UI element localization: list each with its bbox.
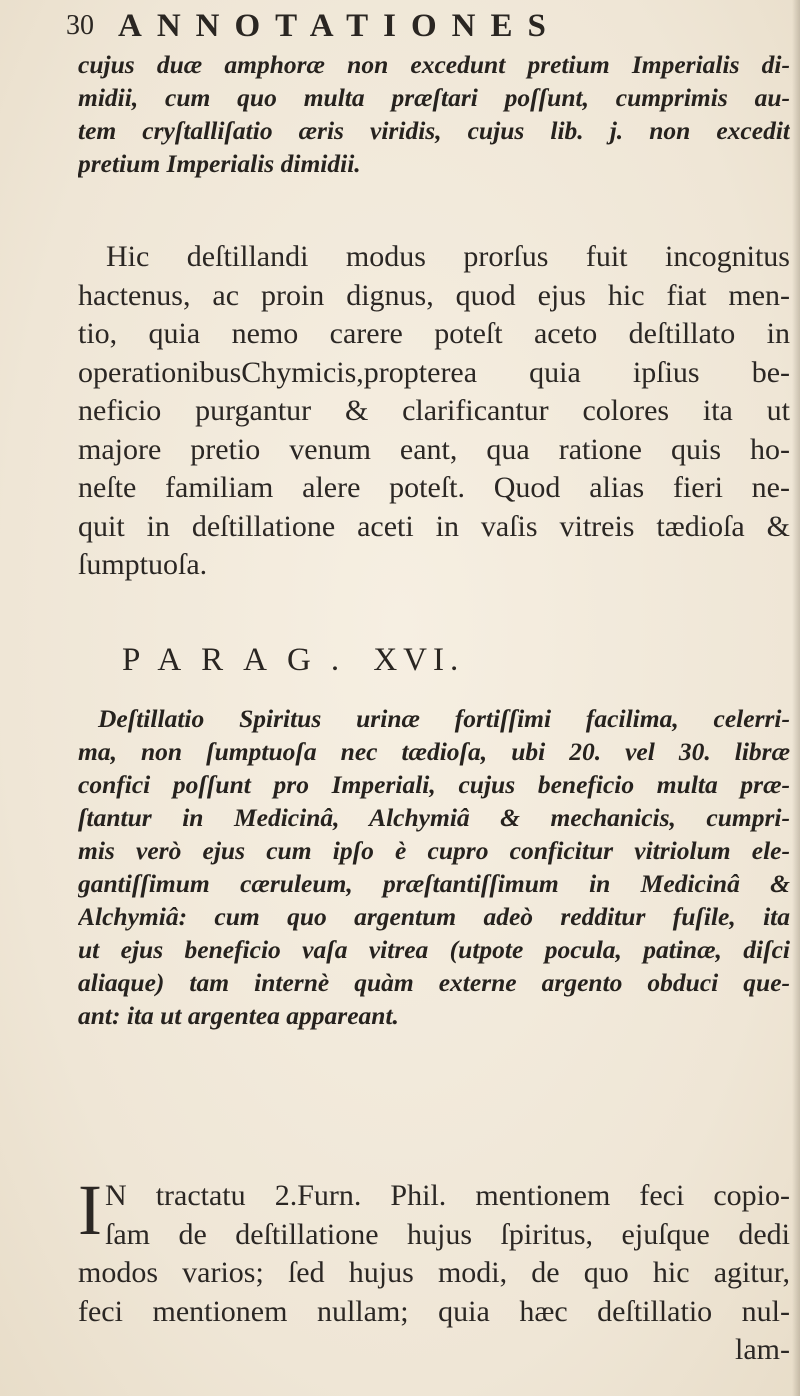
text-line: confici poſſunt pro Imperiali, cujus beneficio multa præ- [78, 770, 790, 799]
running-head: ANNOTATIONES [118, 8, 561, 44]
text-line: neficio purgantur & clarificantur colores ita ut [78, 394, 790, 427]
section-heading-number: XVI. [373, 642, 465, 678]
text-line: feci mentionem nullam; quia hæc deſtillatio nul- [78, 1294, 790, 1328]
text-line: lam- [735, 1333, 790, 1366]
text-line: majore pretio venum eant, qua ratione quis ho- [78, 432, 790, 466]
paragraph-tractatus-reference [78, 1170, 790, 1370]
page-header [66, 6, 786, 46]
text-line: tio, quia nemo carere poteſt aceto deſtillato in [78, 317, 790, 350]
page-number: 30 [66, 10, 94, 41]
text-line: ant: ita ut argentea appareant. [78, 1001, 399, 1030]
text-line: Alchymiâ: cum quo argentum adeò redditur fuſile, ita [78, 902, 790, 931]
text-line: ut ejus beneficio vaſa vitrea (utpote pocula, patinæ, diſci [78, 935, 790, 964]
page-edge-shadow [792, 0, 800, 1396]
text-line: hactenus, ac proin dignus, quod ejus hic fiat men- [78, 278, 790, 312]
text-line: pretium Imperialis dimidii. [78, 149, 361, 178]
text-line: aliaque) tam internè quàm externe argento obduci que- [78, 968, 790, 997]
paragraph-continuation [78, 48, 790, 180]
drop-cap: I [78, 1170, 102, 1250]
text-line: mis verò ejus cum ipſo è cupro conficitur vitriolum ele- [78, 836, 790, 865]
text-line: cujus duæ amphoræ non excedunt pretium Imperialis di- [78, 50, 790, 79]
text-line: Hic deſtillandi modus prorſus fuit incognitus [106, 240, 790, 273]
text-line: modos varios; ſed hujus modi, de quo hic agitur, [78, 1256, 790, 1289]
text-line: operationibusChymicis,propterea quia ipſius be- [78, 355, 790, 389]
text-line: ſtantur in Medicinâ, Alchymiâ & mechanicis, cumpri- [78, 803, 790, 832]
text-line: ma, non ſumptuoſa nec tædioſa, ubi 20. vel 30. libræ [78, 737, 790, 766]
text-line: quit in deſtillatione aceti in vaſis vitreis tædioſa & [78, 509, 790, 543]
text-line: gantiſſimum cæruleum, præſtantiſſimum in Medicinâ & [78, 869, 790, 898]
text-line: Deſtillatio Spiritus urinæ fortiſſimi facilima, celerri- [98, 704, 790, 733]
paragraph-destillation-method [78, 238, 790, 585]
text-line: tem cryſtalliſatio æris viridis, cujus lib. j. non excedit [78, 116, 790, 145]
text-line: ſam de deſtillatione hujus ſpiritus, ejuſque dedi [104, 1217, 790, 1251]
section-heading-label: PARAG. [122, 642, 360, 678]
paragraph-section-summary [78, 702, 790, 1032]
text-line: ſumptuoſa. [78, 548, 208, 581]
section-heading [122, 641, 464, 679]
text-line: neſte familiam alere poteſt. Quod alias fieri ne- [78, 471, 790, 504]
text-line: midii, cum quo multa præſtari poſſunt, cumprimis au- [78, 83, 790, 112]
text-line: N tractatu 2.Furn. Phil. mentionem feci copio- [104, 1179, 790, 1212]
